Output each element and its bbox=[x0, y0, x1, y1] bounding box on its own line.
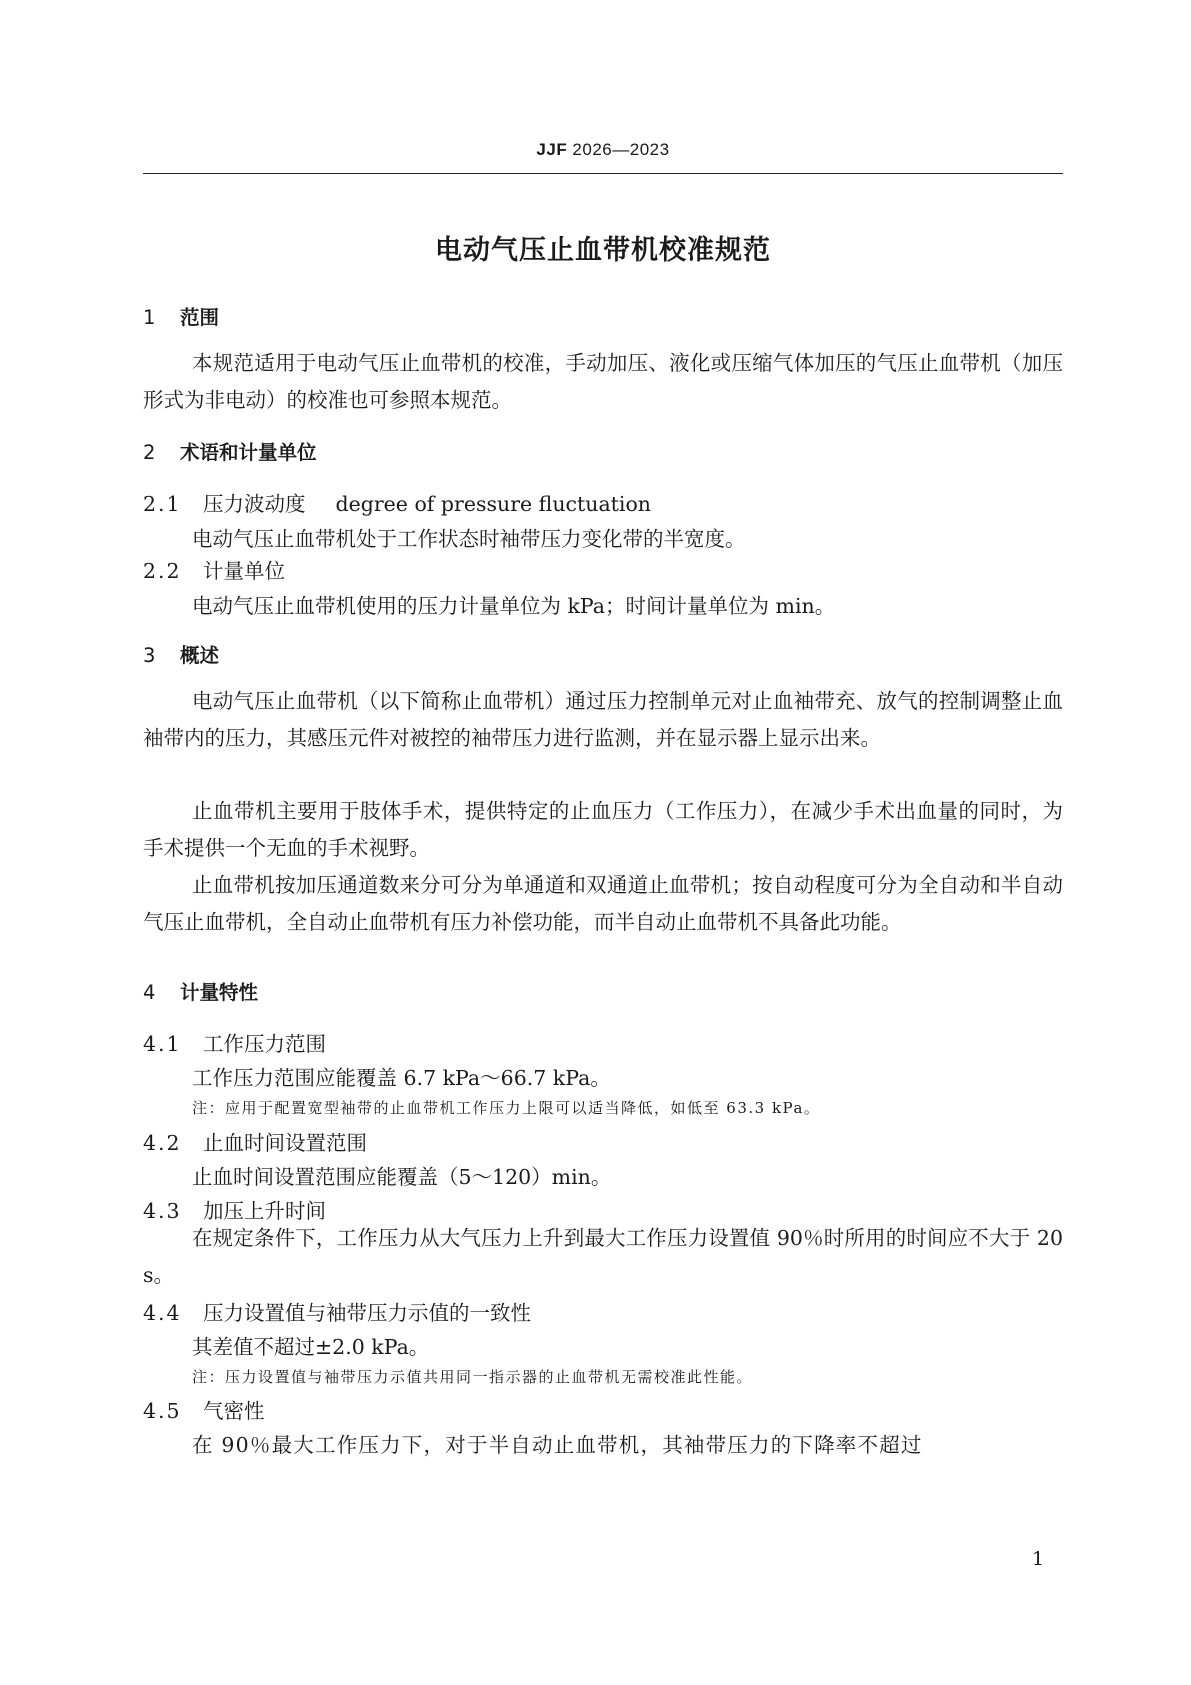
section-2-2-text: 电动气压止血带机使用的压力计量单位为 kPa；时间计量单位为 min。 bbox=[192, 594, 836, 618]
page-number: 1 bbox=[1032, 1548, 1045, 1570]
section-2-1-heading: 2.1 压力波动度 degree of pressure fluctuation bbox=[143, 492, 652, 516]
section-1-heading: 1 范围 bbox=[143, 306, 220, 329]
section-4-2-heading: 4.2 止血时间设置范围 bbox=[143, 1131, 367, 1155]
section-2-1-text: 电动气压止血带机处于工作状态时袖带压力变化带的半宽度。 bbox=[192, 527, 746, 551]
section-3-heading: 3 概述 bbox=[143, 644, 220, 667]
section-4-3-heading: 4.3 加压上升时间 bbox=[143, 1199, 326, 1223]
section-4-2-text: 止血时间设置范围应能覆盖（5～120）min。 bbox=[192, 1165, 612, 1189]
section-4-5-text: 在 90％最大工作压力下，对于半自动止血带机，其袖带压力的下降率不超过 bbox=[192, 1433, 923, 1457]
section-4-1-text: 工作压力范围应能覆盖 6.7 kPa～66.7 kPa。 bbox=[192, 1066, 611, 1090]
section-4-3-text: 在规定条件下，工作压力从大气压力上升到最大工作压力设置值 90％时所用的时间应不大于 20 s。 bbox=[143, 1226, 1063, 1287]
section-4-4-note: 注：压力设置值与袖带压力示值共用同一指示器的止血带机无需校准此性能。 bbox=[192, 1368, 754, 1386]
section-3-paragraph-2: 止血带机主要用于肢体手术，提供特定的止血压力（工作压力），在减少手术出血量的同时，为手术提供一个无血的手术视野。 bbox=[143, 799, 1063, 860]
section-4-1-note: 注：应用于配置宽型袖带的止血带机工作压力上限可以适当降低，如低至 63.3 kPa。 bbox=[192, 1099, 821, 1117]
section-4-4-text: 其差值不超过±2.0 kPa。 bbox=[192, 1335, 430, 1359]
header-rule bbox=[143, 173, 1063, 174]
section-3-paragraph-1: 电动气压止血带机（以下简称止血带机）通过压力控制单元对止血袖带充、放气的控制调整止血袖带内的压力，其感压元件对被控的袖带压力进行监测，并在显示器上显示出来。 bbox=[143, 689, 1063, 750]
section-4-4-heading: 4.4 压力设置值与袖带压力示值的一致性 bbox=[143, 1301, 531, 1325]
section-2-2-heading: 2.2 计量单位 bbox=[143, 559, 285, 583]
section-2-heading: 2 术语和计量单位 bbox=[143, 441, 317, 464]
page-title: 电动气压止血带机校准规范 bbox=[435, 235, 771, 266]
section-3-paragraph-3: 止血带机按加压通道数来分可分为单通道和双通道止血带机；按自动程度可分为全自动和半自动气压止血带机，全自动止血带机有压力补偿功能，而半自动止血带机不具备此功能。 bbox=[143, 873, 1063, 934]
document-code: JJF 2026—2023 bbox=[536, 140, 670, 159]
section-1-paragraph: 本规范适用于电动气压止血带机的校准，手动加压、液化或压缩气体加压的气压止血带机（加压形式为非电动）的校准也可参照本规范。 bbox=[143, 351, 1063, 412]
section-4-1-heading: 4.1 工作压力范围 bbox=[143, 1032, 326, 1056]
section-4-5-heading: 4.5 气密性 bbox=[143, 1399, 265, 1423]
section-4-heading: 4 计量特性 bbox=[143, 981, 259, 1004]
